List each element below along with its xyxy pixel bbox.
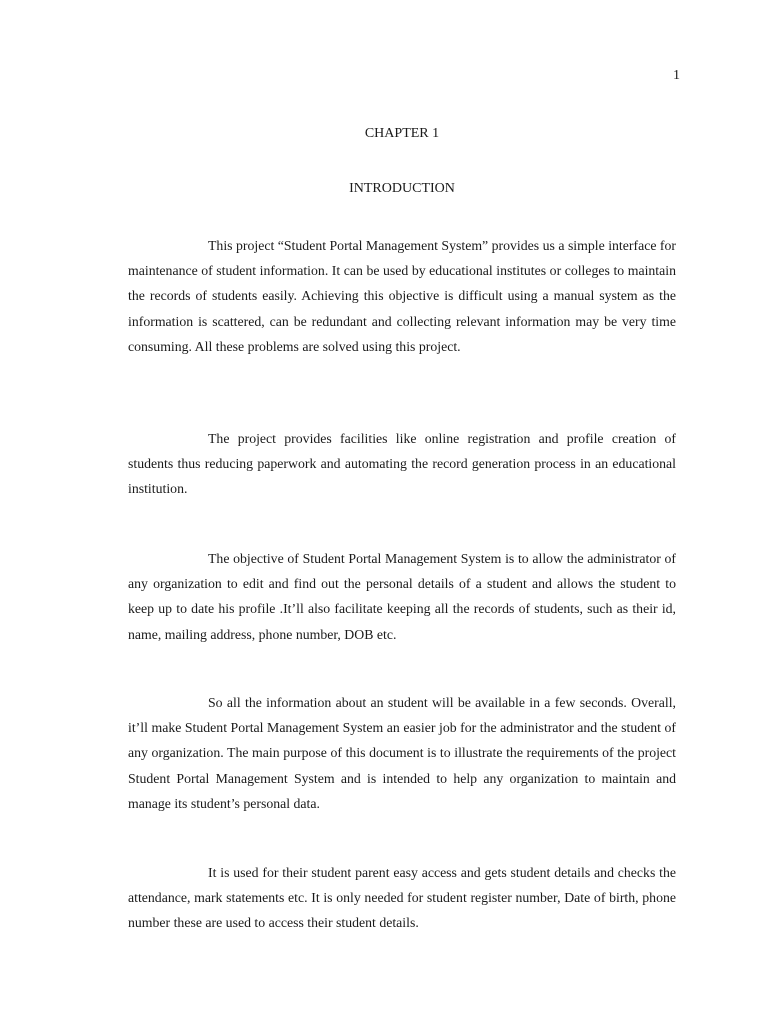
paragraph-usage: It is used for their student parent easy access and gets student details and checks the attendance, mark statements etc. It is only needed for student register number, Date of birth, phone number these are used to access their student details. (128, 865, 676, 931)
paragraph-facilities: The project provides facilities like online registration and profile creation of students thus reducing paperwork and automating the record generation process in an educational institution. (128, 431, 676, 497)
section-title: INTRODUCTION (349, 181, 455, 196)
page-number: 1 (673, 68, 680, 83)
paragraph-purpose: So all the information about an student will be available in a few seconds. Overall, it’ll make Student Portal Management System an easier job for the administrator and the student of any organization. The main purpose of this document is to illustrate the requirements of the project Student Portal Management System and is intended to help any organization to maintain and manage its student’s personal data. (128, 695, 676, 811)
chapter-heading: CHAPTER 1 (364, 126, 440, 141)
paragraph-objective: The objective of Student Portal Management System is to allow the administrator of any organization to edit and find out the personal details of a student and allows the student to keep up to date his profile .It’ll also facilitate keeping all the records of students, such as their id, name, mailing address, phone number, DOB etc. (128, 551, 676, 642)
paragraph-intro: This project “Student Portal Management System” provides us a simple interface for maintenance of student information. It can be used by educational institutes or colleges to maintain the records of students easily. Achieving this objective is difficult using a manual system as the information is scattered, can be redundant and collecting relevant information may be very time consuming. All these problems are solved using this project. (128, 238, 676, 354)
